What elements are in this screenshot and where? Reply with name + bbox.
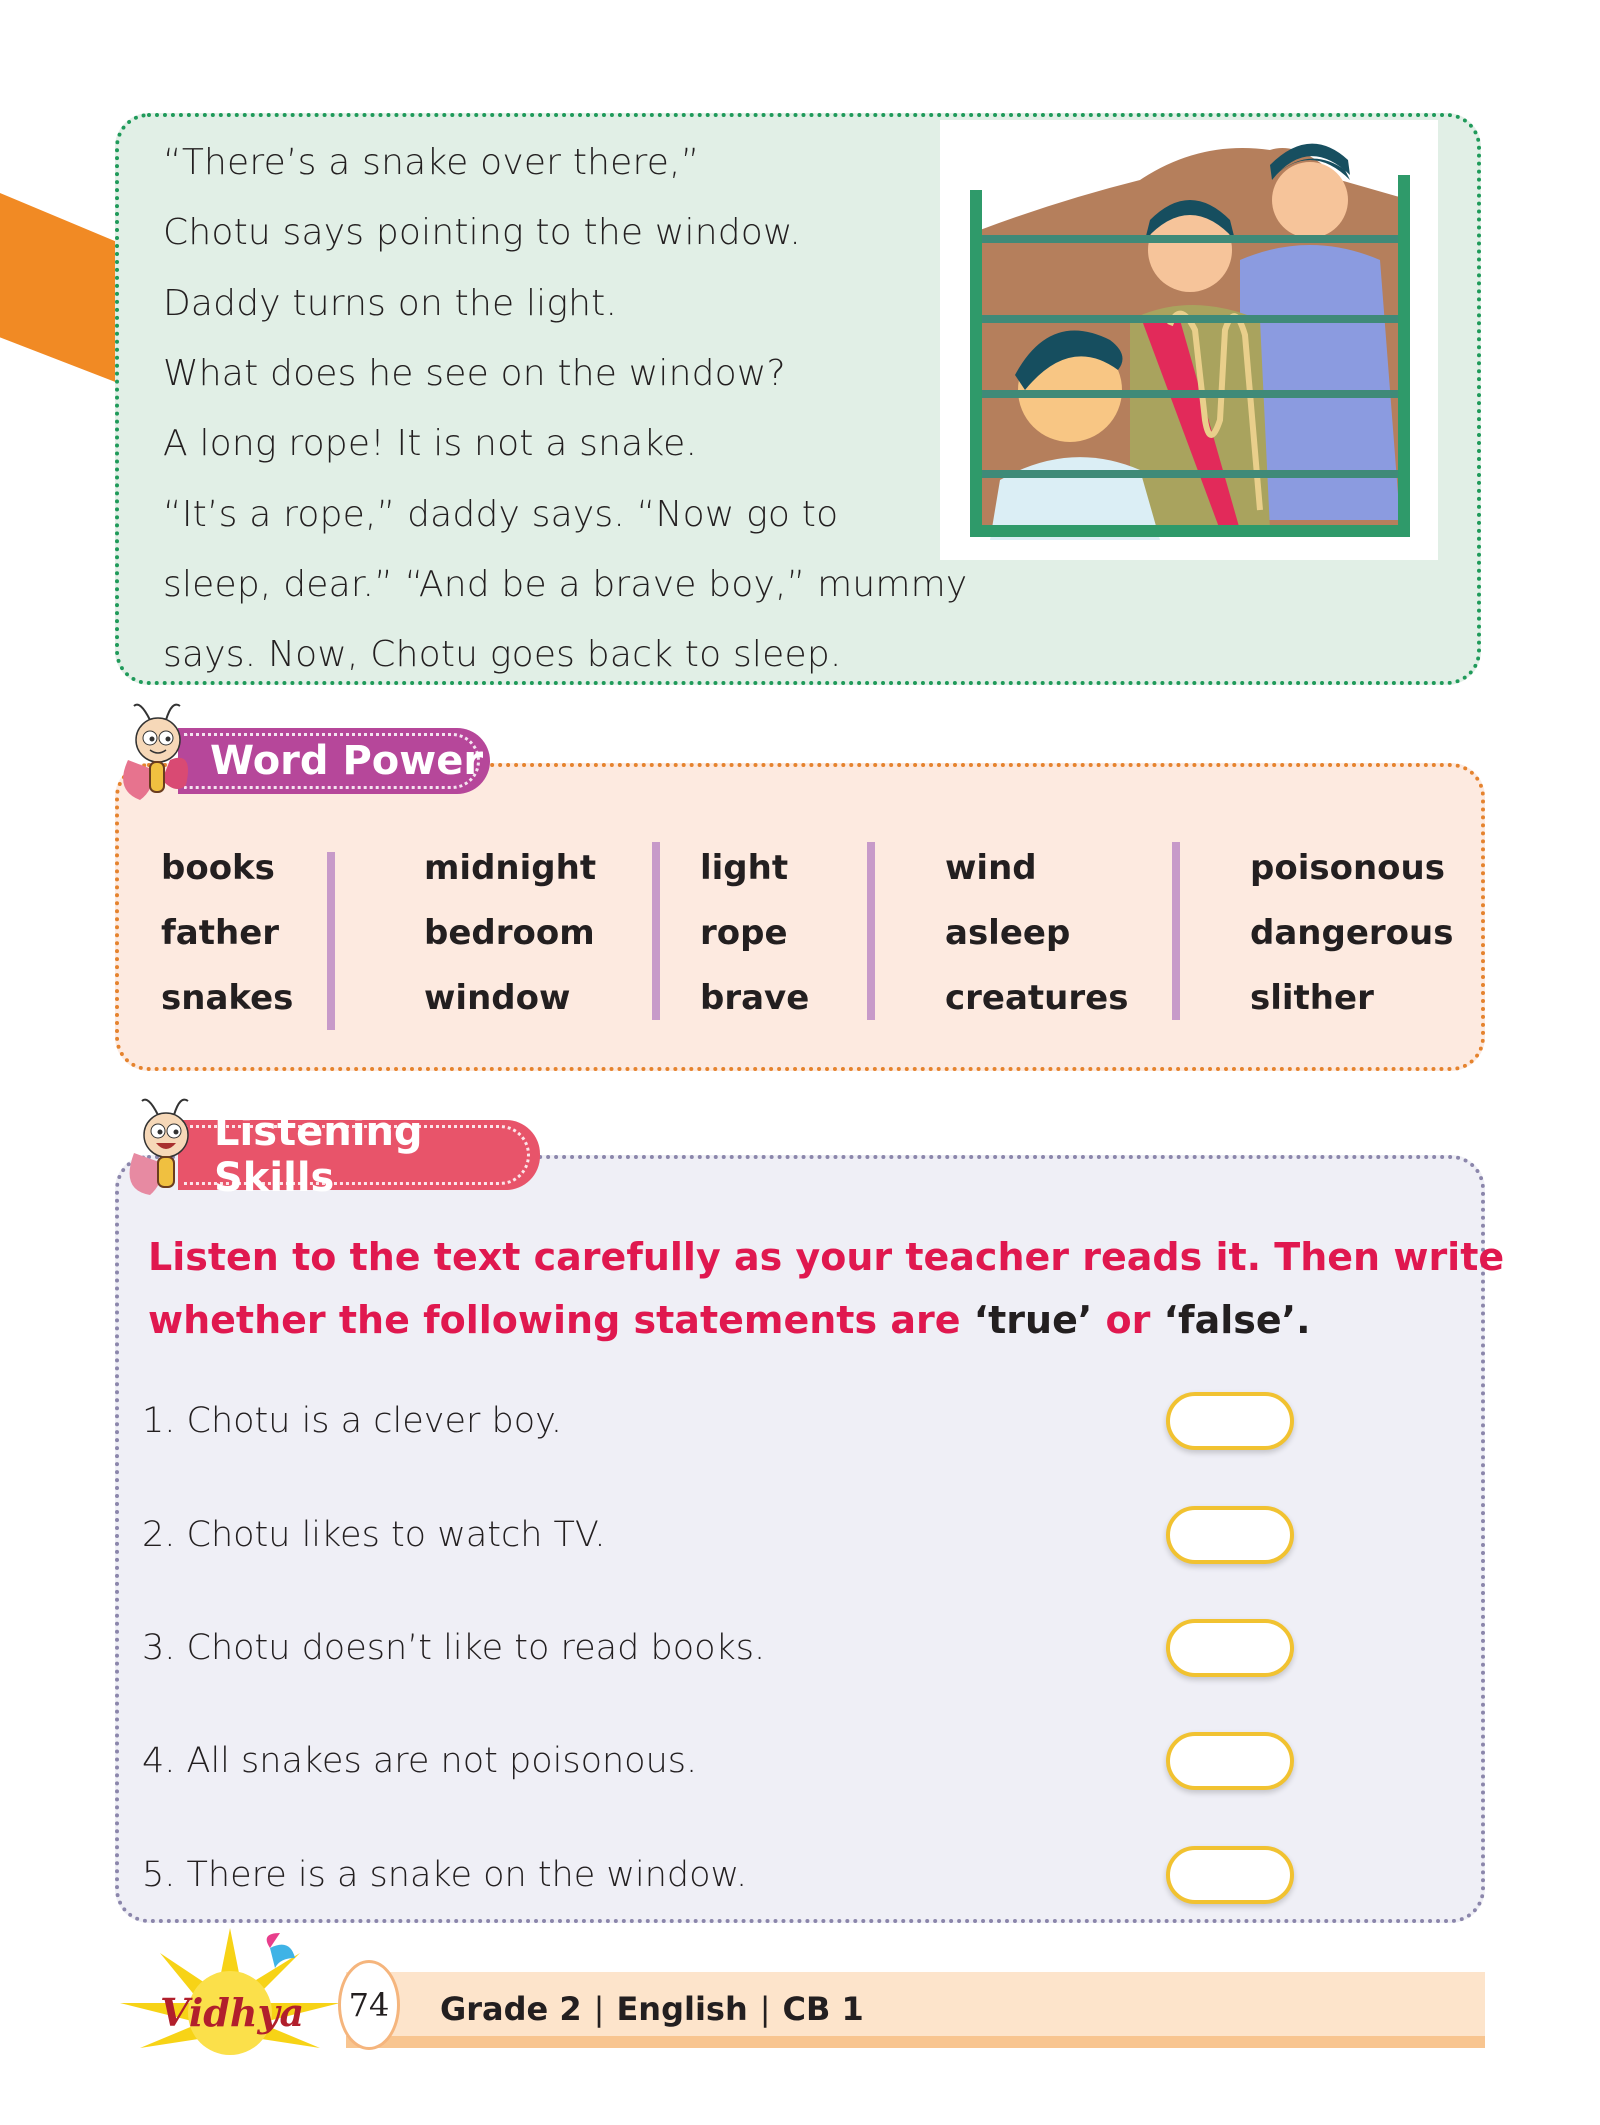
story-line: Daddy turns on the light. xyxy=(163,283,618,324)
story-line: says. Now, Chotu goes back to sleep. xyxy=(163,634,842,675)
butterfly-mascot-icon xyxy=(120,700,200,800)
word-item: dangerous xyxy=(1250,913,1454,953)
word-item: bedroom xyxy=(424,913,595,953)
butterfly-mascot-icon xyxy=(128,1095,208,1195)
separator: | xyxy=(759,1990,771,2028)
statement-item: 3. Chotu doesn’t like to read books. xyxy=(142,1628,766,1668)
separator: | xyxy=(593,1990,605,2028)
or-word: or xyxy=(1092,1298,1164,1342)
false-word: ‘false’ xyxy=(1163,1298,1297,1342)
true-word: ‘true’ xyxy=(973,1298,1093,1342)
story-line: “There’s a snake over there,” xyxy=(163,142,700,183)
listening-skills-title: Listening Skills xyxy=(214,1109,423,1201)
answer-box-1[interactable] xyxy=(1166,1392,1294,1450)
word-item: books xyxy=(161,848,275,888)
grade-label: Grade 2 xyxy=(440,1990,582,2028)
word-item: asleep xyxy=(945,913,1071,953)
word-item: window xyxy=(424,978,571,1018)
answer-box-3[interactable] xyxy=(1166,1619,1294,1677)
column-divider xyxy=(652,842,660,1020)
word-item: poisonous xyxy=(1250,848,1445,888)
story-line: What does he see on the window? xyxy=(163,353,786,394)
story-line: sleep, dear.” “And be a brave boy,” mummy xyxy=(163,564,968,605)
book-label: CB 1 xyxy=(782,1990,864,2028)
word-power-heading xyxy=(178,728,490,794)
statement-item: 2. Chotu likes to watch TV. xyxy=(142,1515,606,1555)
word-item: snakes xyxy=(161,978,294,1018)
story-illustration xyxy=(940,120,1438,560)
word-item: father xyxy=(161,913,280,953)
story-line: Chotu says pointing to the window. xyxy=(163,212,801,253)
word-item: midnight xyxy=(424,848,597,888)
story-line: A long rope! It is not a snake. xyxy=(163,423,698,464)
statement-item: 4. All snakes are not poisonous. xyxy=(142,1741,698,1781)
word-item: rope xyxy=(700,913,788,953)
statement-item: 1. Chotu is a clever boy. xyxy=(142,1401,562,1441)
statement-item: 5. There is a snake on the window. xyxy=(142,1855,748,1895)
column-divider xyxy=(1172,842,1180,1020)
word-power-title: Word Power xyxy=(210,738,484,784)
logo-text: Vidhya xyxy=(160,1990,305,2035)
instruction-line-2 xyxy=(148,1297,1311,1343)
answer-box-4[interactable] xyxy=(1166,1732,1294,1790)
listening-skills-heading xyxy=(178,1109,540,1201)
word-item: light xyxy=(700,848,789,888)
word-item: brave xyxy=(700,978,810,1018)
column-divider xyxy=(867,842,875,1020)
footer-book-info xyxy=(440,1990,864,2028)
column-divider xyxy=(327,852,335,1030)
answer-box-2[interactable] xyxy=(1166,1506,1294,1564)
story-line: “It’s a rope,” daddy says. “Now go to xyxy=(163,494,839,535)
instruction-line-1: Listen to the text carefully as your teacher reads it. Then write xyxy=(148,1235,1505,1279)
instruction-text: whether the following statements are xyxy=(148,1298,974,1342)
subject-label: English xyxy=(616,1990,748,2028)
word-item: wind xyxy=(945,848,1037,888)
period: . xyxy=(1296,1298,1311,1342)
answer-box-5[interactable] xyxy=(1166,1846,1294,1904)
word-item: creatures xyxy=(945,978,1129,1018)
word-item: slither xyxy=(1250,978,1374,1018)
orange-side-tab xyxy=(0,193,118,383)
page-number: 74 xyxy=(338,1960,400,2050)
